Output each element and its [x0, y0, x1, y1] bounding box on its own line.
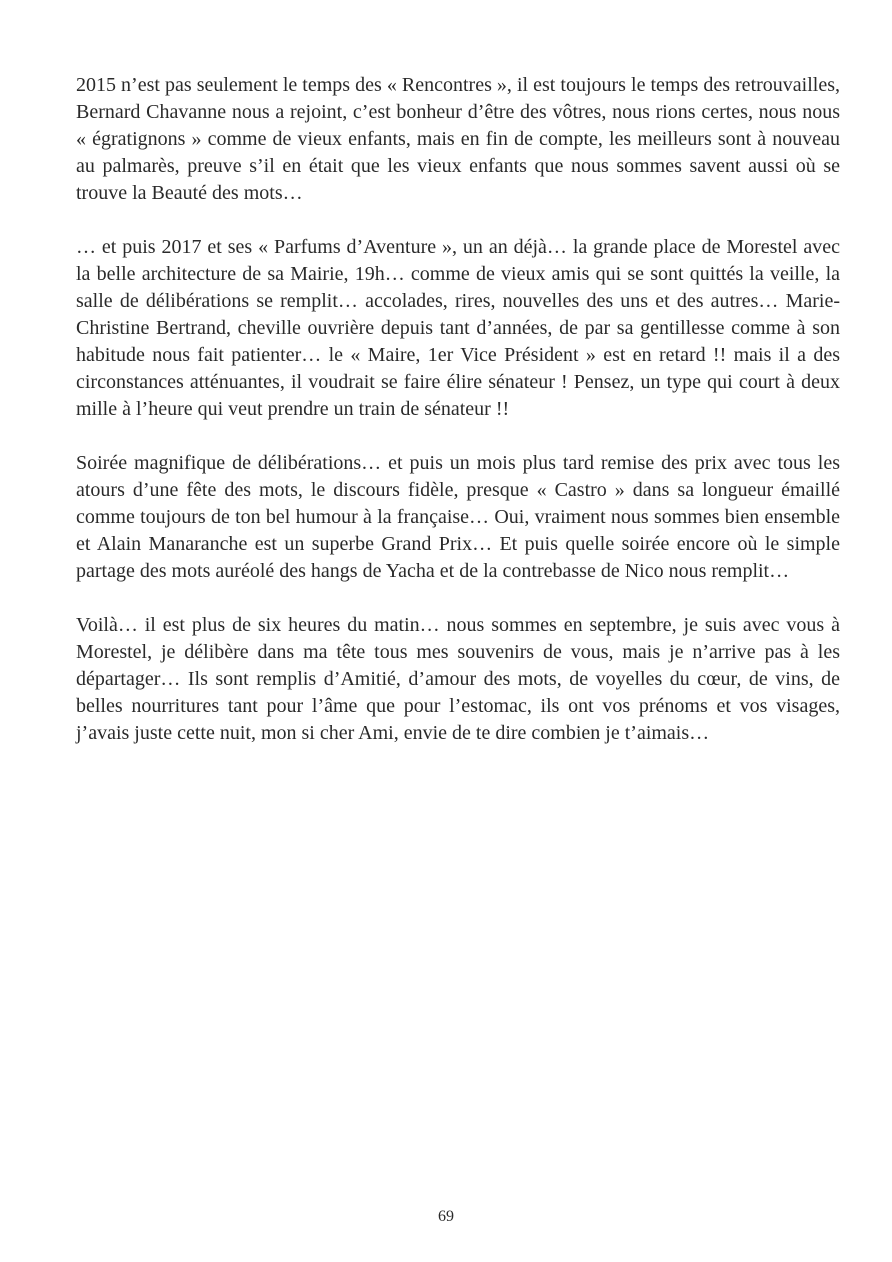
- paragraph-3: Soirée magnifique de délibérations… et puis un mois plus tard remise des prix avec tous les atours d’une fête des mots, le discours fidèle, presque « Castro » dans sa longueur émaillé comme toujours de ton bel humour à la française… Oui, vraiment nous sommes bien ensemble et Alain Manaranche est un superbe Grand Prix… Et puis quelle soirée encore où le simple partage des mots auréolé des hangs de Yacha et de la contrebasse de Nico nous remplit…: [76, 452, 840, 582]
- paragraph-2: … et puis 2017 et ses « Parfums d’Aventure », un an déjà… la grande place de Morestel avec la belle architecture de sa Mairie, 19h… comme de vieux amis qui se sont quittés la veille, la salle de délibérations se remplit… accolades, rires, nouvelles des uns et des autres… Marie-Christine Bertrand, cheville ouvrière depuis tant d’années, de par sa gentillesse comme à son habitude nous fait patienter… le « Maire, 1er Vice Président » est en retard !! mais il a des circonstances atténuantes, il voudrait se faire élire sénateur ! Pensez, un type qui court à deux mille à l’heure qui veut prendre un train de sénateur !!: [76, 236, 840, 420]
- paragraph-4: Voilà… il est plus de six heures du matin… nous sommes en septembre, je suis avec vous à Morestel, je délibère dans ma tête tous mes souvenirs de vous, mais je n’arrive pas à les départager… Ils sont remplis d’Amitié, d’amour des mots, de voyelles du cœur, de vins, de belles nourritures tant pour l’âme que pour l’estomac, ils ont vos prénoms et vos visages, j’avais juste cette nuit, mon si cher Ami, envie de te dire combien je t’aimais…: [76, 614, 840, 744]
- page-number: 69: [438, 1208, 454, 1225]
- paragraph-1: 2015 n’est pas seulement le temps des « Rencontres », il est toujours le temps des retrouvailles, Bernard Chavanne nous a rejoint, c’est bonheur d’être des vôtres, nous rions certes, nous nous « égratignons » comme de vieux enfants, mais en fin de compte, les meilleurs sont à nouveau au palmarès, preuve s’il en était que les vieux enfants que nous sommes savent aussi où se trouve la Beauté des mots…: [76, 74, 840, 204]
- page-body: [76, 72, 840, 774]
